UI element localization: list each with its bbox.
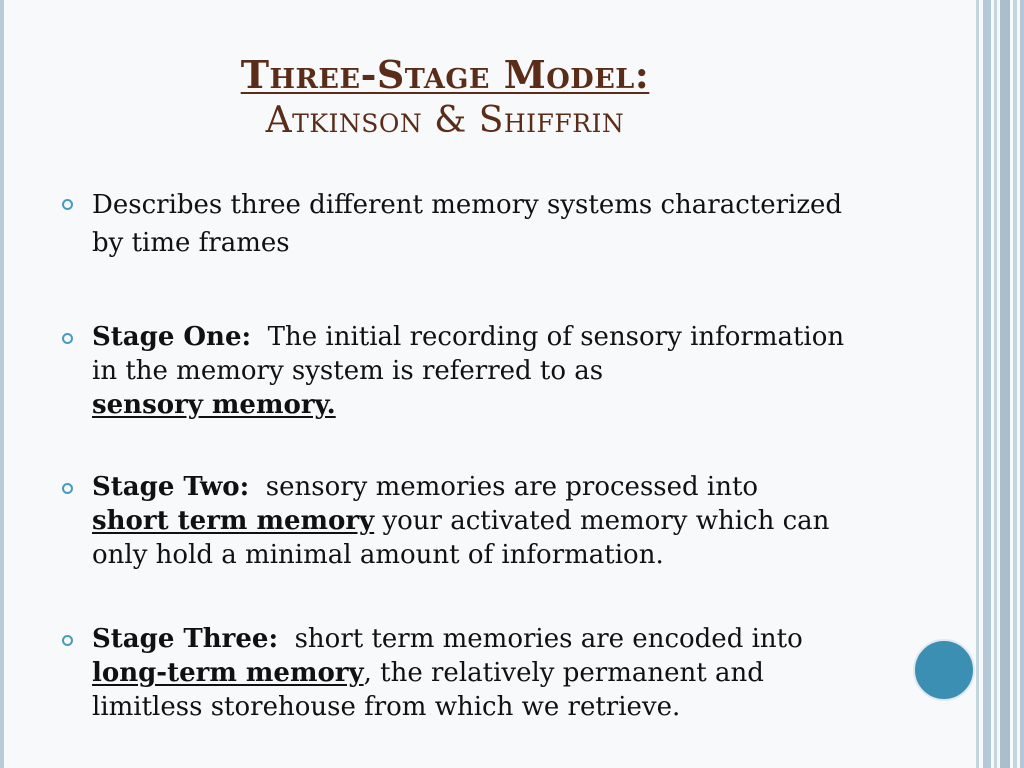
slide-title	[60, 52, 830, 144]
title-main: Three-Stage Model:	[240, 52, 650, 97]
key-term: sensory memory.	[92, 390, 336, 420]
right-decorative-stripes	[976, 0, 1024, 768]
title-subtitle: Atkinson & Shiffrin	[265, 100, 625, 141]
bullet-text: The initial recording of sensory information in the memory system is referred to as	[92, 322, 845, 386]
bullet-ring-icon	[62, 635, 73, 646]
key-term: long-term memory	[92, 658, 364, 688]
stage-label: Stage One:	[92, 322, 252, 352]
key-term: short term memory	[92, 506, 375, 536]
bullet-ring-icon	[62, 199, 73, 210]
stage-label: Stage Two:	[92, 472, 250, 502]
bullet-item-stage-one	[56, 320, 876, 422]
bullet-item-overview	[56, 186, 876, 262]
bullet-text: sensory memories are processed into	[265, 472, 759, 502]
bullet-text-continued: , the relatively permanent and limitless storehouse from which we retrieve.	[92, 658, 764, 722]
bullet-text-continued: your activated memory which can only hold a minimal amount of information.	[92, 506, 830, 570]
bullet-ring-icon	[62, 333, 73, 344]
stage-label: Stage Three:	[92, 624, 279, 654]
decorative-circle	[913, 639, 975, 701]
bullet-item-stage-three	[56, 622, 876, 724]
bullet-ring-icon	[62, 483, 73, 494]
left-border	[0, 0, 4, 768]
bullet-text: Describes three different memory systems characterized by time frames	[92, 190, 843, 258]
bullet-text: short term memories are encoded into	[294, 624, 803, 654]
bullet-item-stage-two	[56, 470, 876, 572]
bullet-list	[56, 186, 876, 724]
